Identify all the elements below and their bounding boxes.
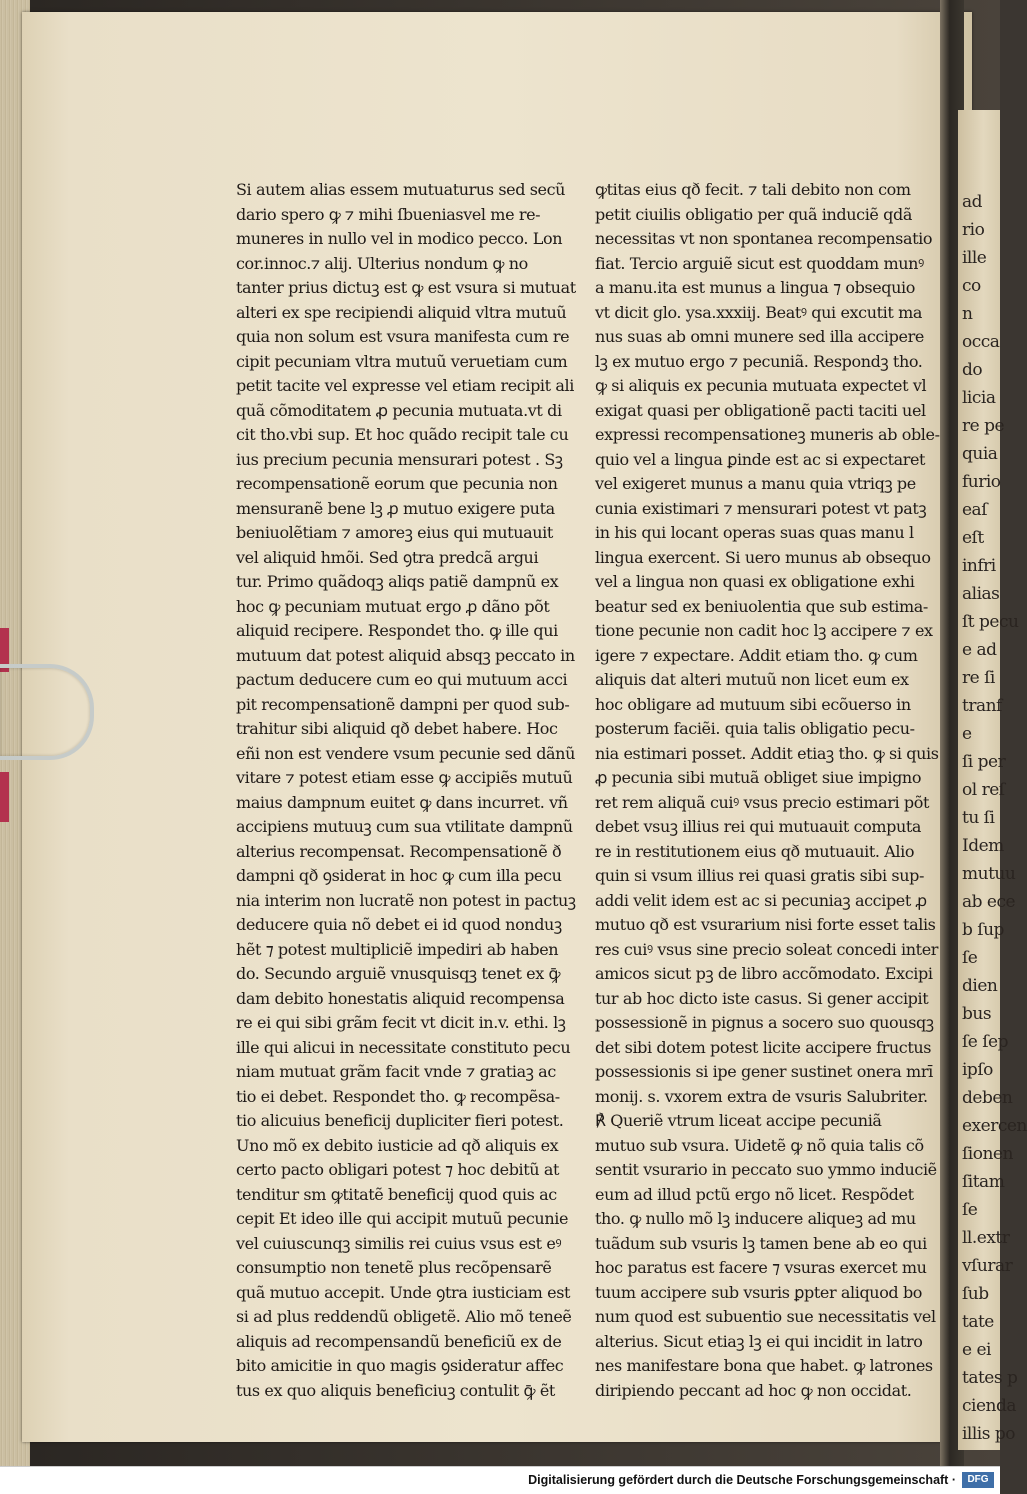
right-page-fragment: occa	[962, 332, 1000, 352]
right-page-fragment: rio	[962, 220, 985, 240]
text-line: tus ex quo aliquis beneficiuꝫ contulit ꝙ̄ ẽt	[236, 1380, 555, 1400]
text-line: aliquis dat alteri mutuũ non licet eum ex	[595, 670, 909, 689]
text-line: res cuiꝰ vsus sine precio soleat concedi inter	[595, 939, 939, 959]
text-line: ꝙ si aliquis ex pecunia mutuata expectet vl	[595, 376, 927, 395]
text-line: tione pecunie non cadit hoc lꝫ accipere ⁊ ex	[595, 621, 933, 640]
right-page-fragment: ipſo	[962, 1060, 993, 1080]
text-line: maius dampnum euitet ꝙ dans incurret. vñ	[236, 792, 568, 812]
text-line: ꝙtitas eius qð fecit. ⁊ tali debito non com	[595, 180, 911, 199]
text-line: ℟ Queriẽ vtrum liceat accipe pecuniã	[595, 1111, 882, 1130]
text-line: vel cuiuscunqꝫ similis rei cuius vsus est eꝰ	[236, 1233, 562, 1253]
text-line: hoc ꝙ pecuniam mutuat ergo ꝓ dãno põt	[236, 596, 550, 616]
text-line: cor.innoc.⁊ alij. Ulterius nondum ꝙ no	[236, 253, 528, 273]
text-line: dario spero ꝙ ⁊ mihi ſbueniasvel me re‑	[236, 204, 541, 224]
text-line: sentit vsurario in peccato suo ymmo induciẽ	[595, 1160, 937, 1179]
red-bookmark-lower	[0, 772, 9, 822]
text-line: lꝫ ex mutuo ergo ⁊ pecuniã. Respondꝫ tho.	[595, 351, 923, 371]
text-line: vel a lingua non quasi ex obligatione exhi	[595, 572, 915, 591]
text-line: a manu.ita est munus a lingua ⁊ obsequio	[595, 278, 916, 297]
text-line: si ad plus reddendũ obligetẽ. Alio mõ teneẽ	[236, 1307, 572, 1326]
text-line: ret rem aliquã cuiꝰ vsus precio estimari põt	[595, 792, 930, 812]
text-line: tio ei debet. Respondet tho. ꝙ recompẽsa‑	[236, 1086, 560, 1106]
text-line: mutuum dat potest aliquid absqꝫ peccato in	[236, 645, 575, 665]
right-page-fragment: ſe ſep	[962, 1032, 1008, 1052]
text-line: recompensationẽ eorum que pecunia non	[236, 474, 558, 493]
right-page-fragment: alias	[962, 584, 1000, 604]
text-line: re in restitutionem eius qð mutuauit. Alio	[595, 841, 915, 861]
text-line: possessionẽ in pignus a socero suo quousqꝫ	[595, 1013, 934, 1032]
text-line: beniuolẽtiam ⁊ amoreꝫ eius qui mutuauit	[236, 523, 553, 542]
right-page-fragment: eſt	[962, 528, 984, 548]
text-line: mutuo qð est vsurarium nisi forte esset talis	[595, 915, 936, 934]
right-page-fragment: quia	[962, 444, 998, 464]
text-line: hoc paratus est facere ⁊ vsuras exercet mu	[595, 1258, 927, 1277]
right-page-fragment: re pe	[962, 416, 1005, 436]
right-page-fragment: re ſi	[962, 668, 995, 688]
right-page-fragment: ol reſ	[962, 780, 1005, 800]
text-line: alterius. Sicut etiaꝫ lꝫ ei qui incidit in latro	[595, 1331, 923, 1351]
text-column-left	[236, 178, 576, 1403]
text-line: vel exigeret munus a manu quia vtriqꝫ pe	[595, 474, 916, 493]
text-line: expressi recompensationeꝫ muneris ab oble‑	[595, 425, 940, 444]
right-page-fragment: Idem	[962, 836, 1004, 856]
text-line: nes manifestare bona que habet. ꝙ latrones	[595, 1356, 933, 1375]
text-line: muneres in nullo vel in modico pecco. Lon	[236, 229, 563, 248]
text-line: dam debito honestatis aliquid recompensa	[236, 988, 565, 1008]
text-line: pit recompensationẽ dampni per quod sub‑	[236, 694, 570, 714]
right-page-fragment: n	[962, 304, 973, 324]
right-page-fragment: deben	[962, 1088, 1013, 1108]
text-line: fiat. Tercio arguiẽ sicut est quoddam munꝰ	[595, 253, 924, 273]
right-page-fragment: ſe	[962, 1200, 978, 1220]
text-line: mensuranẽ bene lꝫ ꝓ mutuo exigere puta	[236, 498, 555, 518]
right-page-fragment: tu ſi	[962, 808, 995, 828]
funding-credit: Digitalisierung gefördert durch die Deutsche Forschungsgemeinschaft ·	[528, 1473, 956, 1487]
text-line: quã cõmoditatem ꝓ pecunia mutuata.vt di	[236, 400, 562, 420]
text-line: do. Secundo arguiẽ vnusquisqꝫ tenet ex ꝙ̄	[236, 964, 561, 983]
right-page-fragment: ſe	[962, 948, 978, 968]
right-page-fragment: tate	[962, 1312, 994, 1332]
footer-bar	[0, 1466, 1000, 1494]
right-page-fragment: ſt pecu	[962, 612, 1019, 632]
text-line: nia interim non lucratẽ non potest in pactuꝫ	[236, 890, 576, 910]
text-line: mutuo sub vsura. Uidetẽ ꝙ nõ quia talis cõ	[595, 1135, 924, 1155]
right-page-fragment: bus	[962, 1004, 992, 1024]
right-page-fragment: licia	[962, 388, 996, 408]
text-line: det sibi dotem potest licite accipere fructus	[595, 1037, 932, 1057]
paper-clip	[0, 664, 94, 760]
text-line: hẽt ⁊ potest multipliciẽ impediri ab haben	[236, 939, 559, 959]
right-page-fragment: e ad	[962, 640, 997, 660]
text-line: niam mutuat grãm facit vnde ⁊ gratiaꝫ ac	[236, 1062, 556, 1081]
right-page-fragment: ſub	[962, 1284, 989, 1304]
right-page-fragment: ille	[962, 248, 987, 268]
right-page-fragment: eaſ	[962, 500, 987, 520]
text-line: bito amicitie in quo magis ꝯsideratur affec	[236, 1356, 564, 1375]
right-page-fragment: ll.extr	[962, 1228, 1010, 1248]
text-line: dampni qð ꝯsiderat in hoc ꝙ cum illa pecu	[236, 866, 562, 885]
text-line: lingua exercent. Si uero munus ab obsequo	[595, 547, 931, 567]
right-page-fragment: illis po	[962, 1424, 1015, 1444]
right-page-fragment: furio	[962, 472, 1001, 492]
right-page-edge	[958, 110, 1027, 1450]
text-line: tur ab hoc dicto iste casus. Si gener accipit	[595, 988, 929, 1008]
text-line: quã mutuo accepit. Unde ꝯtra iusticiam est	[236, 1282, 571, 1302]
text-line: re ei qui sibi grãm fecit vt dicit in.v. ethi. lꝫ	[236, 1013, 566, 1032]
text-line: tanter prius dictuꝫ est ꝙ est vsura si mutuat	[236, 278, 576, 297]
text-line: petit tacite vel expresse vel etiam recipit ali	[236, 376, 574, 395]
text-line: monij. s. vxorem extra de vsuris Salubriter.	[595, 1086, 928, 1106]
text-line: eñi non est vendere vsum pecunie sed dãnũ	[236, 743, 575, 763]
text-line: quin si vsum illius rei quasi gratis sibi sup‑	[595, 866, 924, 885]
text-line: aliquis ad recompensandũ beneficiũ ex de	[236, 1331, 562, 1351]
text-line: certo pacto obligari potest ⁊ hoc debitũ at	[236, 1160, 560, 1179]
text-line: exigat quasi per obligationẽ pacti taciti uel	[595, 400, 926, 420]
text-line: alterius recompensat. Recompensationẽ ð	[236, 841, 562, 861]
text-line: pactum deducere cum eo qui mutuum acci	[236, 670, 568, 689]
text-line: cunia existimari ⁊ mensurari potest vt patꝫ	[595, 498, 927, 518]
right-page-fragment: do	[962, 360, 983, 380]
text-line: petit ciuilis obligatio per quã induciẽ qdã	[595, 204, 913, 224]
text-line: vt dicit glo. ysa.xxxiij. Beatꝰ qui excutit ma	[595, 302, 922, 322]
right-page-fragment: exercen	[962, 1116, 1027, 1136]
right-page-fragment: tranf	[962, 696, 1002, 716]
right-page-fragment: e	[962, 724, 972, 744]
text-line: beatur sed ex beniuolentia que sub estima‑	[595, 596, 928, 616]
text-line: quio vel a lingua ꝑinde est ac si expectaret	[595, 449, 926, 469]
text-line: consumptio non tenetẽ plus recõpensarẽ	[236, 1258, 552, 1277]
right-page-fragment: b ſup	[962, 920, 1004, 940]
text-line: num quod est subuentio sue necessitatis vel	[595, 1307, 936, 1326]
text-line: cipit pecuniam vltra mutuũ veruetiam cum	[236, 351, 568, 371]
right-page-fragment: cienda	[962, 1396, 1016, 1416]
text-line: ius precium pecunia mensurari potest . Sꝫ	[236, 449, 563, 469]
text-line: addi velit idem est ac si pecuniaꝫ accipet ꝓ	[595, 890, 927, 910]
right-page-fragment: co	[962, 276, 981, 296]
right-page-fragment: ſionen	[962, 1144, 1013, 1164]
text-line: deducere quia nõ debet ei id quod nonduꝫ	[236, 915, 562, 934]
text-line: tur. Primo quãdoqꝫ aliqs patiẽ dampnũ ex	[236, 572, 559, 591]
text-line: diripiendo peccant ad hoc ꝙ non occidat.	[595, 1380, 912, 1400]
text-line: amicos sicut pꝫ de libro accõmodato. Excipi	[595, 964, 933, 983]
text-line: hoc obligare ad mutuum sibi ecõuerso in	[595, 694, 911, 714]
text-line: tho. ꝙ nullo mõ lꝫ inducere aliqueꝫ ad mu	[595, 1209, 916, 1228]
right-page-fragment: vſurar	[962, 1256, 1013, 1276]
text-line: alteri ex spe recipiendi aliquid vltra mutuũ	[236, 302, 567, 322]
right-page-fragment: infri	[962, 556, 996, 576]
right-page-fragment: ſitam	[962, 1172, 1005, 1192]
text-line: necessitas vt non spontanea recompensatio	[595, 229, 933, 248]
right-page-fragment: e ei	[962, 1340, 991, 1360]
text-line: nia estimari posset. Addit etiaꝫ tho. ꝙ si quis	[595, 743, 939, 763]
text-line: in his qui locant operas suas quas manu l	[595, 523, 914, 542]
text-line: nus suas ab omni munere sed illa accipere	[595, 327, 924, 346]
text-line: posterum faciẽi. quia talis obligatio pecu‑	[595, 719, 915, 738]
right-page-fragment: mutuu	[962, 864, 1016, 884]
text-line: trahitur sibi aliquid qð debet habere. Hoc	[236, 719, 558, 738]
text-line: ꝓ pecunia sibi mutuã obliget siue impigno	[595, 768, 922, 787]
text-line: debet vsuꝫ illius rei qui mutuauit computa	[595, 817, 922, 836]
right-page-fragment: ab ece	[962, 892, 1016, 912]
text-line: vel aliquid hmõi. Sed ꝯtra predcã argui	[236, 547, 539, 567]
text-line: tuãdum sub vsuris lꝫ tamen bene ab eo qui	[595, 1233, 927, 1253]
dfg-logo-icon: DFG	[962, 1472, 994, 1488]
text-line: tuum accipere sub vsuris ꝑpter aliquod bo	[595, 1282, 923, 1302]
right-page-fragment: ſi per	[962, 752, 1006, 772]
text-line: possessionis si ipe gener sustinet onera mrī	[595, 1062, 933, 1081]
text-line: tio alicuius beneficij dupliciter fieri potest.	[236, 1111, 564, 1130]
text-line: tenditur sm ꝙtitatẽ beneficij quod quis ac	[236, 1184, 557, 1204]
text-line: vitare ⁊ potest etiam esse ꝙ accipiẽs mutuũ	[236, 768, 573, 787]
text-line: igere ⁊ expectare. Addit etiam tho. ꝙ cum	[595, 645, 918, 665]
right-page-fragment: dien	[962, 976, 998, 996]
text-line: Uno mõ ex debito iusticie ad qð aliquis ex	[236, 1135, 559, 1155]
text-line: Si autem alias essem mutuaturus sed secũ	[236, 180, 566, 199]
right-page-fragment: ad	[962, 192, 983, 212]
text-line: accipiens mutuuꝫ cum sua vtilitate dampnũ	[236, 817, 573, 836]
text-line: cit tho.vbi sup. Et hoc quãdo recipit tale cu	[236, 425, 569, 444]
text-line: quia non solum est vsura manifesta cum re	[236, 327, 570, 346]
text-line: aliquid recipere. Respondet tho. ꝙ ille qui	[236, 621, 558, 640]
text-line: ille qui alicui in necessitate constituto pecu	[236, 1037, 571, 1057]
text-line: eum ad illud pctũ ergo nõ licet. Respõdet	[595, 1184, 914, 1204]
text-column-right	[595, 178, 940, 1403]
text-line: cepit Et ideo ille qui accipit mutuũ pecunie	[236, 1209, 569, 1228]
right-page-fragment: tates p	[962, 1368, 1018, 1388]
